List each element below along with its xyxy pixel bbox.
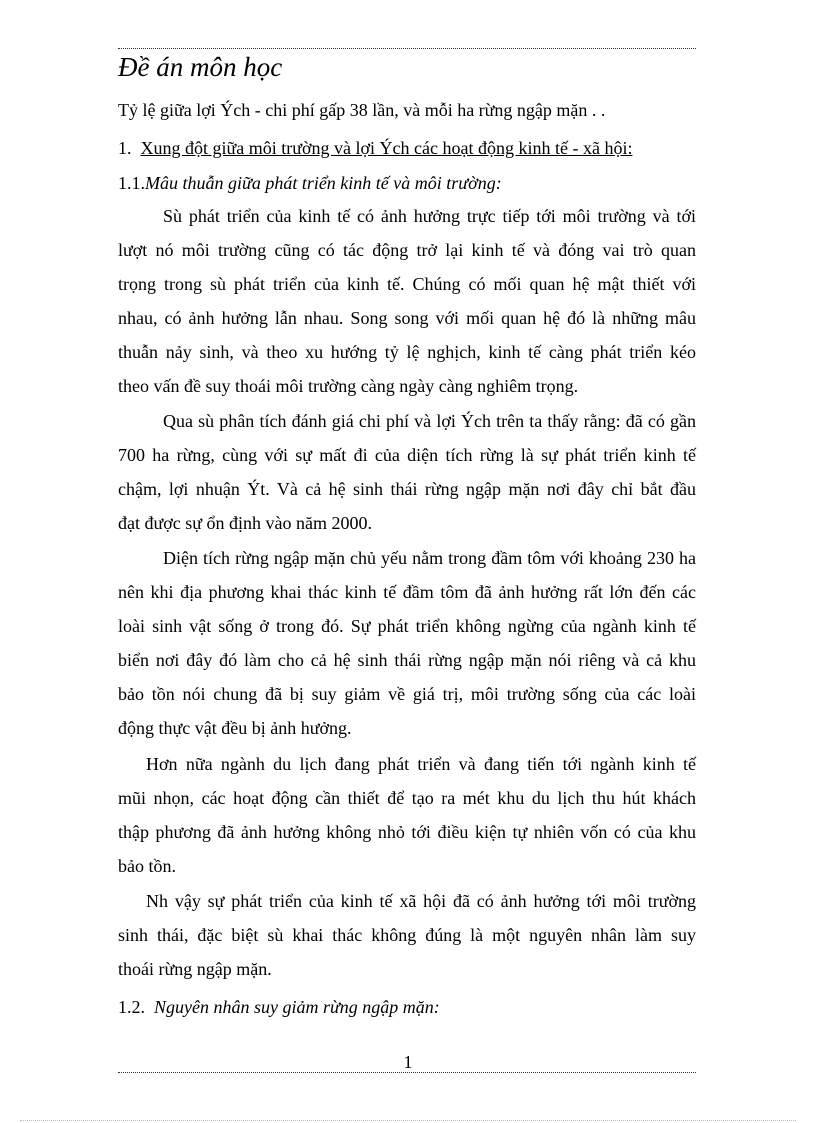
footer-rule xyxy=(118,1072,696,1073)
paragraph-line: Hơn nữa ngành du lịch đang phát triển và đang tiến tới ngành kinh tế xyxy=(146,754,696,774)
heading-1-2 xyxy=(118,997,440,1018)
paragraph-line: mũi nhọn, các hoạt động cần thiết để tạo ra mét khu du lịch thu hút khách xyxy=(118,788,696,808)
heading-1-text: Xung đột giữa môi trường và lợi Ých các hoạt động kinh tế - xã hội: xyxy=(140,138,633,158)
heading-1-2-number: 1.2. xyxy=(118,997,145,1017)
paragraph-line: theo vấn đề suy thoái môi trường càng ngày càng nghiêm trọng. xyxy=(118,376,579,396)
page-number: 1 xyxy=(403,1052,413,1072)
paragraph-line: Qua sù phân tích đánh giá chi phí và lợi Ých trên ta thấy rằng: đã có gần xyxy=(163,411,696,431)
paragraph-line: động thực vật đều bị ảnh hưởng. xyxy=(118,718,352,738)
paragraph-line: nên khi địa phương khai thác kinh tế đầm tôm đã ảnh hưởng rất lớn đến các xyxy=(118,582,696,602)
paragraph-line: chậm, lợi nhuận Ýt. Và cả hệ sinh thái rừng ngập mặn nơi đây chỉ bắt đầu xyxy=(118,479,696,499)
paragraph-line: Diện tích rừng ngập mặn chủ yếu nằm trong đầm tôm với khoảng 230 ha xyxy=(163,548,696,568)
paragraph-line: loài sinh vật sống ở trong đó. Sự phát triển không ngừng của ngành kinh tế xyxy=(118,616,696,636)
heading-1-1-text: Mâu thuẫn giữa phát triển kinh tế và môi trường: xyxy=(145,173,502,193)
paragraph-line: bảo tồn nói chung đã bị suy giảm về giá trị, môi trường sống của các loài xyxy=(118,684,696,704)
heading-1-1-number: 1.1. xyxy=(118,173,145,193)
paragraph-line: thập phương đã ảnh hưởng không nhỏ tới điều kiện tự nhiên vốn có của khu xyxy=(118,822,696,842)
page-edge-rule xyxy=(20,1120,796,1121)
paragraph-line: nhau, có ảnh hưởng lẫn nhau. Song song với mối quan hệ đó là những mâu xyxy=(118,308,696,328)
paragraph-line: thuẫn nảy sinh, và theo xu hướng tỷ lệ nghịch, kinh tế càng phát triển kéo xyxy=(118,342,696,362)
paragraph-line: thoái rừng ngập mặn. xyxy=(118,959,272,979)
paragraph-line: bảo tồn. xyxy=(118,856,176,876)
heading-1-2-text: Nguyên nhân suy giảm rừng ngập mặn: xyxy=(154,997,440,1017)
paragraph-line: Sù phát triển của kinh tế có ảnh hưởng trực tiếp tới môi trường và tới xyxy=(163,206,696,226)
intro-line: Tỷ lệ giữa lợi Ých - chi phí gấp 38 lần, và mỗi ha rừng ngập mặn . . xyxy=(118,100,606,120)
paragraph-line: biển nơi đây đó làm cho cả hệ sinh thái rừng ngập mặn nói riêng và cả khu xyxy=(118,650,696,670)
paragraph-line: lượt nó môi trường cũng có tác động trở lại kinh tế và đóng vai trò quan xyxy=(118,240,696,260)
header-title: Đề án môn học xyxy=(118,52,283,82)
header-rule xyxy=(118,48,696,49)
paragraph-line: Nh vậy sự phát triển của kinh tế xã hội đã có ảnh hưởng tới môi trường xyxy=(146,891,696,911)
heading-1 xyxy=(118,138,632,159)
heading-1-number: 1. xyxy=(118,138,132,158)
paragraph-line: 700 ha rừng, cùng với sự mất đi của diện tích rừng là sự phát triển kinh tế xyxy=(118,445,696,465)
paragraph-line: trọng trong sù phát triển của kinh tế. Chúng có mối quan hệ mật thiết với xyxy=(118,274,696,294)
heading-1-1 xyxy=(118,173,502,194)
paragraph-line: sinh thái, đặc biệt sù khai thác không đúng là một nguyên nhân làm suy xyxy=(118,925,696,945)
paragraph-line: đạt được sự ổn định vào năm 2000. xyxy=(118,513,372,533)
